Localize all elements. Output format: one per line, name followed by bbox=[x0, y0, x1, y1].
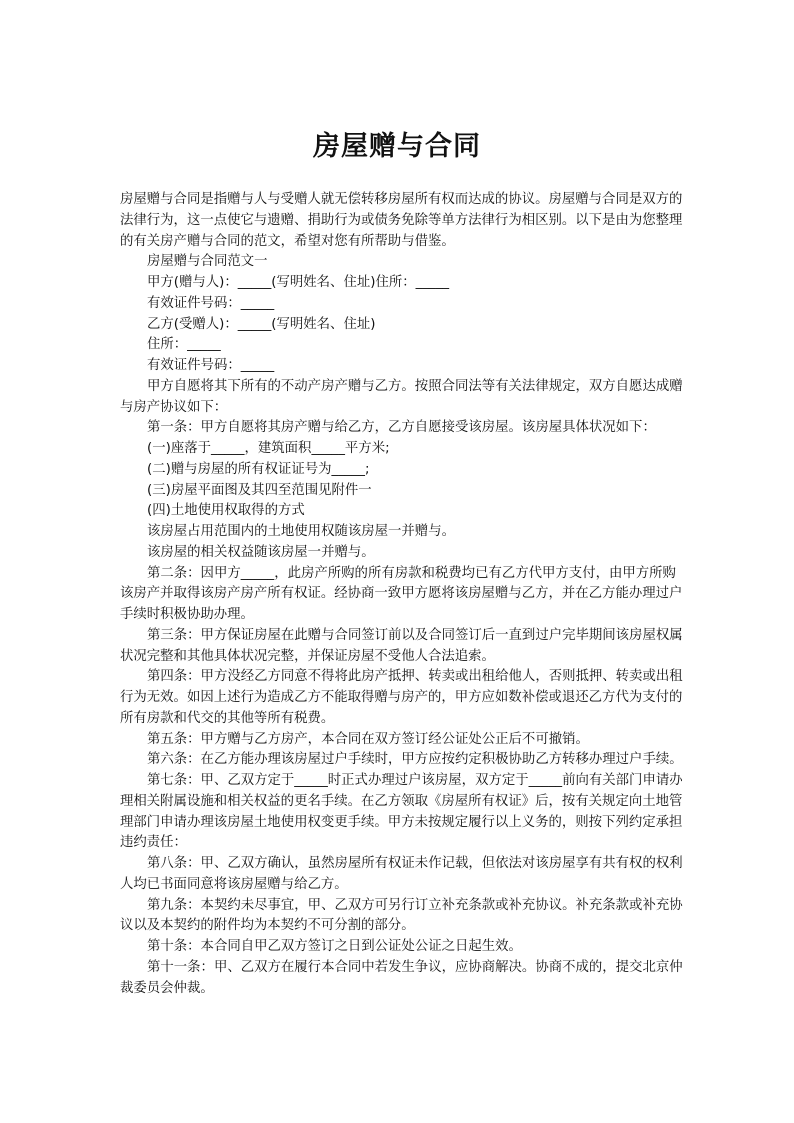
sample-heading: 房屋赠与合同范文一 bbox=[147, 254, 268, 270]
party-a-id-line: 有效证件号码：_____ bbox=[147, 295, 275, 311]
party-b-id-line: 有效证件号码：_____ bbox=[147, 358, 275, 373]
article-1-item-4: (四)土地使用权取得的方式 bbox=[147, 503, 305, 519]
article-2: 第二条：因甲方_____，此房产所购的所有房款和税费均已有乙方代甲方支付，由甲方所购该房产并取得该房产房产所有权证。经协商一致甲方愿将该房屋赠与乙方，并在乙方能办理过户手续时积极协助办理。 bbox=[120, 565, 683, 622]
article-1-item-2: (二)赠与房屋的所有权证证号为_____; bbox=[147, 461, 370, 477]
party-b-address-line: 住所：_____ bbox=[147, 337, 221, 353]
article-1: 第一条：甲方自愿将其房产赠与给乙方，乙方自愿接受该房屋。该房屋具体状况如下： bbox=[147, 420, 656, 436]
article-1-item-1: (一)座落于_____，建筑面积_____平方米; bbox=[147, 441, 390, 456]
article-4: 第四条：甲方没经乙方同意不得将此房产抵押、转卖或出租给他人，否则抵押、转卖或出租行为无效。如因上述行为造成乙方不能取得赠与房产的，甲方应如数补偿或退还乙方代为支付的所有房款和代交的其他等所有税费。 bbox=[120, 669, 683, 726]
article-3: 第三条：甲方保证房屋在此赠与合同签订前以及合同签订后一直到过户完毕期间该房屋权属状况完整和其他具体状况完整，并保证房屋不受他人合法追索。 bbox=[120, 627, 683, 664]
article-1-item-3: (三)房屋平面图及其四至范围见附件一 bbox=[147, 482, 372, 498]
document-title: 房屋赠与合同 bbox=[313, 131, 481, 162]
article-7: 第七条：甲、乙双方定于_____时正式办理过户该房屋，双方定于_____前向有关部门申请办理相关附属设施和相关权益的更名手续。在乙方领取《房屋所有权证》后，按有关规定向土地管理部门申请办理该房屋土地使用权变更手续。甲方未按规定履行以上义务的，则按下列约定承担违约责任： bbox=[120, 773, 683, 851]
article-6: 第六条：在乙方能办理该房屋过户手续时，甲方应按约定积极协助乙方转移办理过户手续。 bbox=[147, 752, 683, 768]
article-1-note-2: 该房屋的相关权益随该房屋一并赠与。 bbox=[147, 544, 375, 560]
intro-paragraph: 房屋赠与合同是指赠与人与受赠人就无偿转移房屋所有权而达成的协议。房屋赠与合同是双方的法律行为，这一点使它与遗赠、捐助行为或债务免除等单方法律行为相区别。以下是由为您整理的有关房产赠与合同的范文，希望对您有所帮助与借鉴。 bbox=[120, 192, 683, 249]
preamble-paragraph: 甲方自愿将其下所有的不动产房产赠与乙方。按照合同法等有关法律规定，双方自愿达成赠与房产协议如下： bbox=[120, 378, 683, 415]
article-8: 第八条：甲、乙双方确认，虽然房屋所有权证未作记载，但依法对该房屋享有共有权的权利人均已书面同意将该房屋赠与给乙方。 bbox=[120, 856, 683, 892]
document-body bbox=[120, 190, 686, 999]
article-5: 第五条：甲方赠与乙方房产，本合同在双方签订经公证处公正后不可撤销。 bbox=[147, 731, 589, 747]
article-10: 第十条：本合同自甲乙双方签订之日到公证处公证之日起生效。 bbox=[147, 939, 522, 954]
article-1-note-1: 该房屋占用范围内的土地使用权随该房屋一并赠与。 bbox=[147, 524, 455, 539]
party-a-line: 甲方(赠与人)：_____(写明姓名、住址)住所：_____ bbox=[147, 275, 450, 290]
article-11: 第十一条：甲、乙双方在履行本合同中若发生争议，应协商解决。协商不成的，提交北京仲裁委员会仲裁。 bbox=[120, 959, 683, 996]
article-9: 第九条：本契约未尽事宜，甲、乙双方可另行订立补充条款或补充协议。补充条款或补充协议以及本契约的附件均为本契约不可分割的部分。 bbox=[120, 897, 683, 934]
party-b-line: 乙方(受赠人)：_____(写明姓名、住址) bbox=[147, 316, 376, 332]
